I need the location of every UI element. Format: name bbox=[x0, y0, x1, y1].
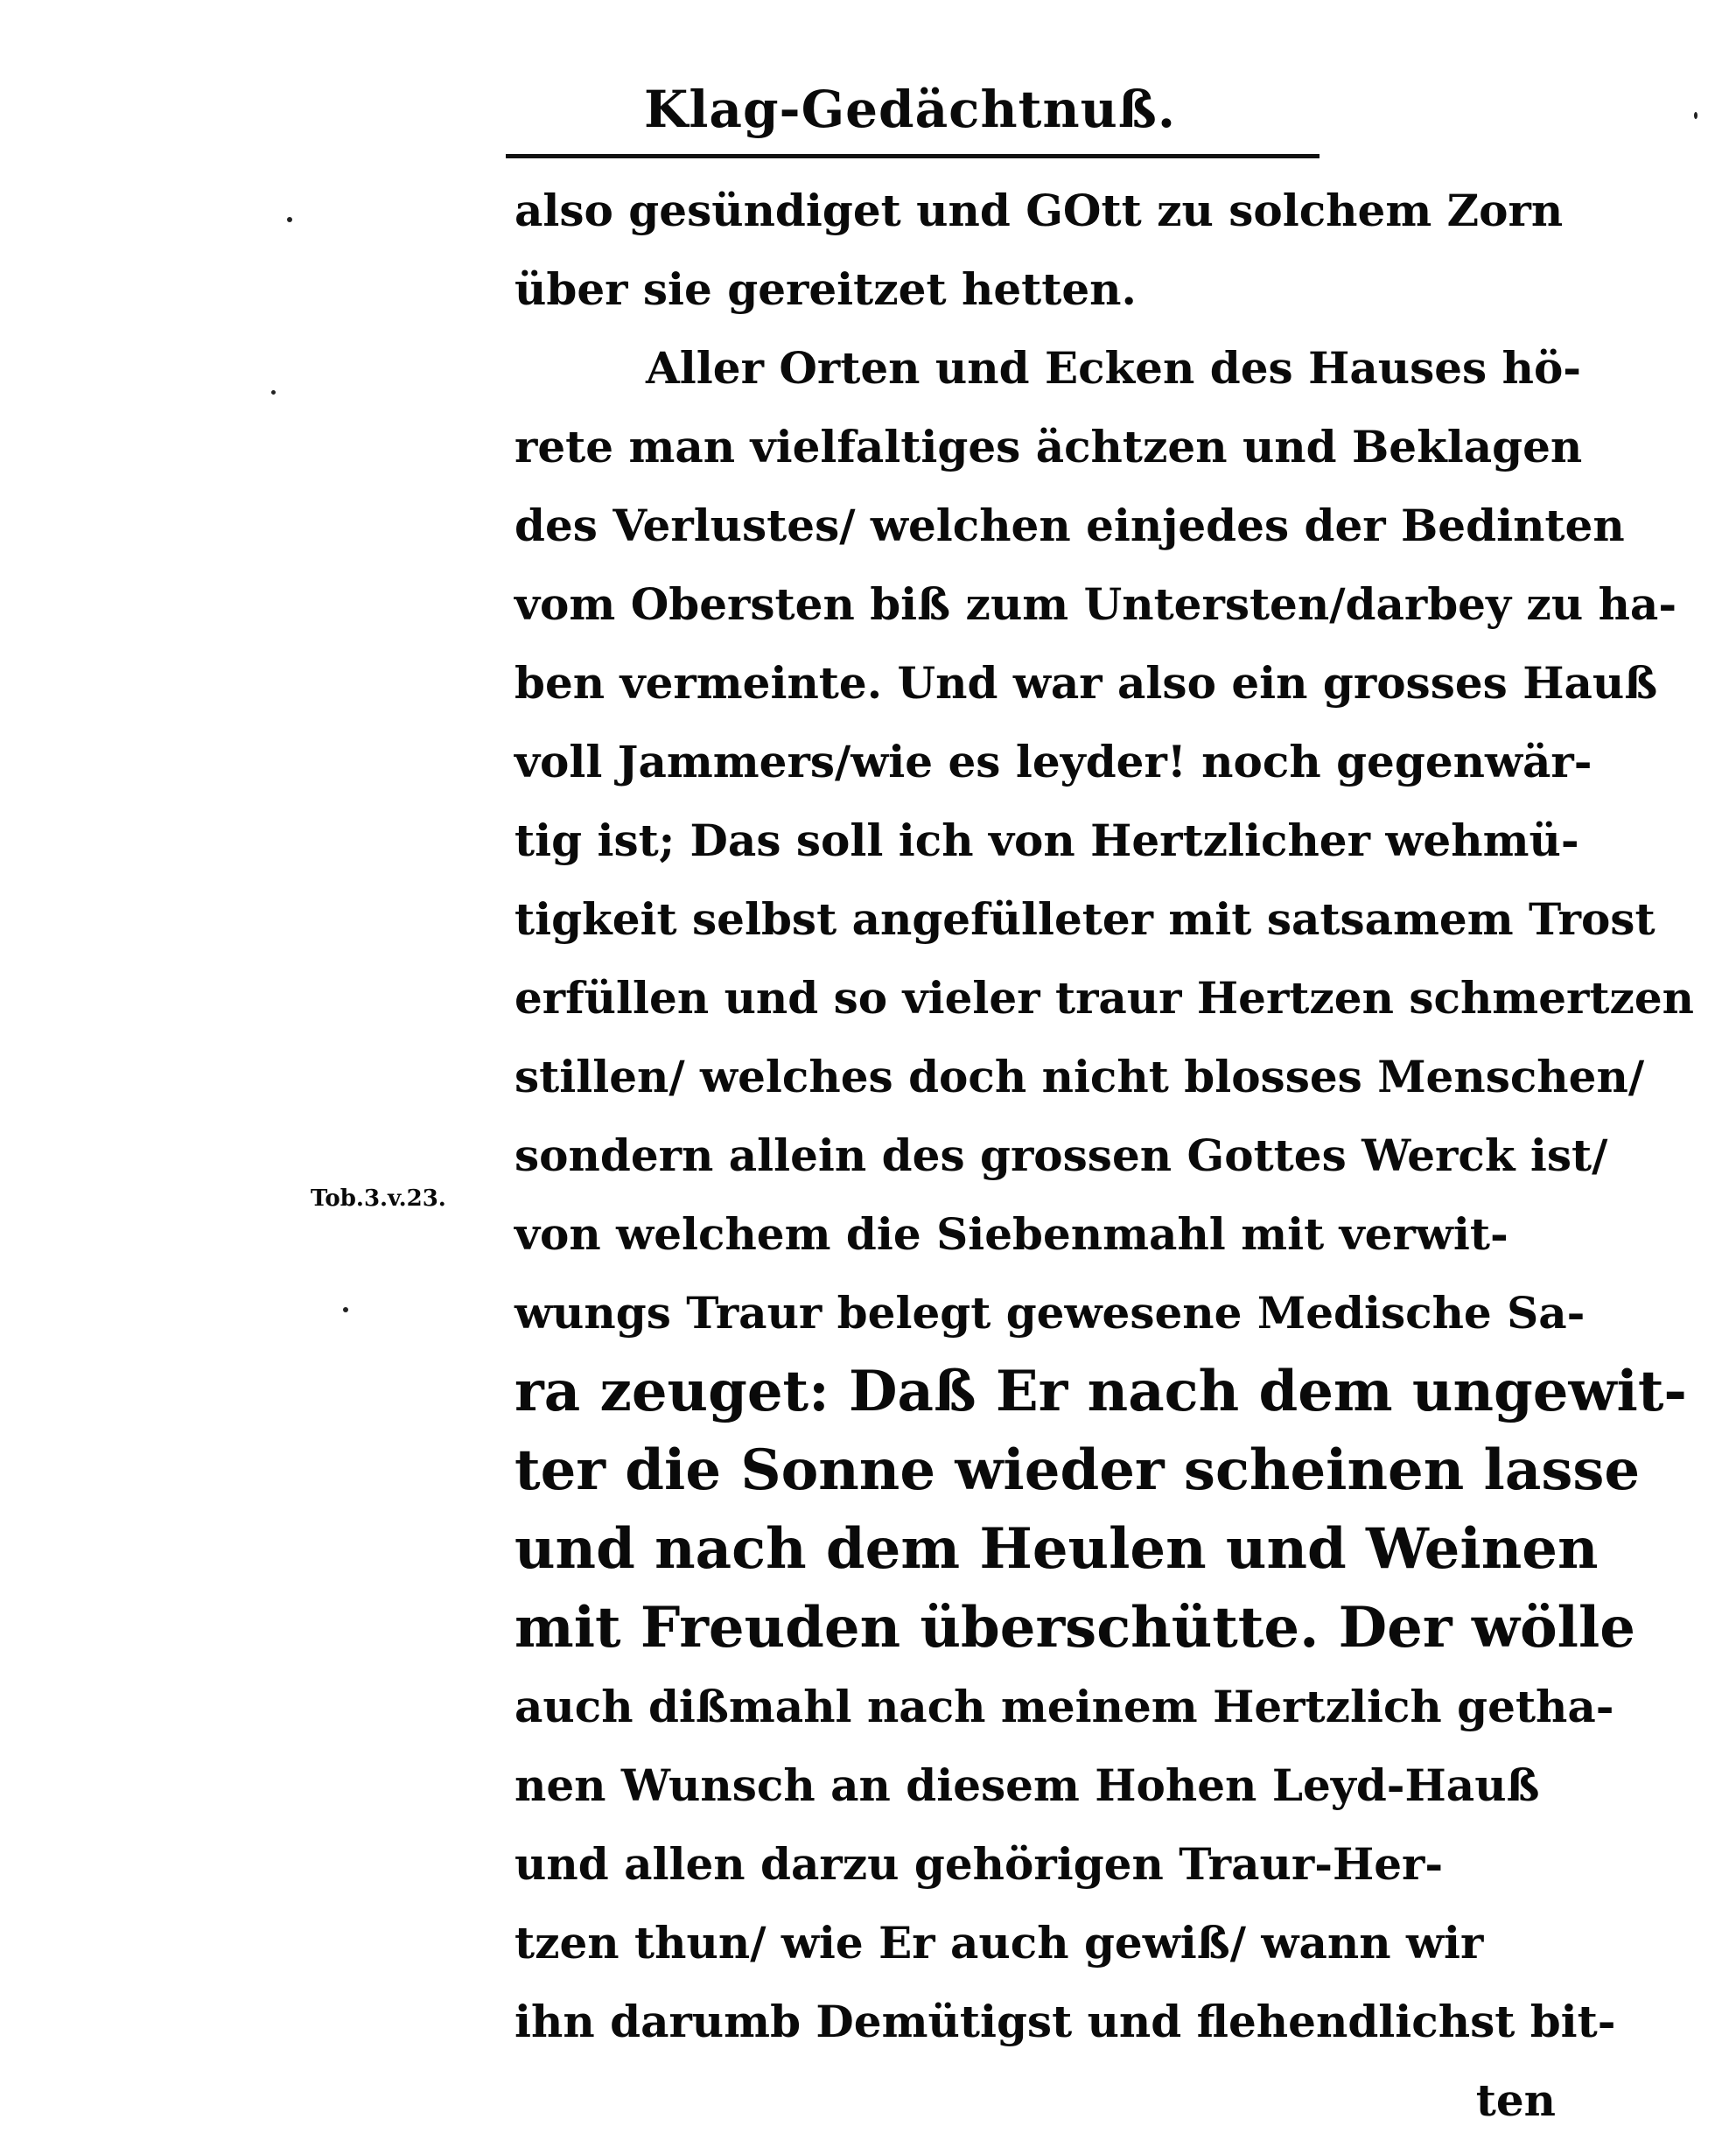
text-line: vom Obersten biß zum Untersten/darbey zu ha- bbox=[514, 578, 1677, 630]
text-line: mit Freuden überschütte. Der wölle bbox=[514, 1595, 1635, 1661]
text-line: ben vermeinte. Und war also ein grosses Hauß bbox=[514, 657, 1658, 709]
text-line: von welchem die Siebenmahl mit verwit- bbox=[514, 1208, 1508, 1260]
text-line: ter die Sonne wieder scheinen lasse bbox=[514, 1437, 1641, 1503]
text-line: wungs Traur belegt gewesene Medische Sa- bbox=[514, 1287, 1586, 1339]
margin-note: Tob.3.v.23. bbox=[311, 1185, 446, 1212]
text-line: sondern allein des grossen Gottes Werck ist/ bbox=[514, 1129, 1608, 1181]
text-line: rete man vielfaltiges ächtzen und Beklagen bbox=[514, 421, 1583, 472]
header-rule bbox=[506, 154, 1320, 158]
text-line: über sie gereitzet hetten. bbox=[514, 263, 1137, 315]
speck bbox=[271, 390, 276, 395]
text-line: tzen thun/ wie Er auch gewiß/ wann wir bbox=[514, 1917, 1484, 1969]
text-line: ihn darumb Demütigst und flehendlichst bit- bbox=[514, 1996, 1616, 2047]
text-line: ra zeuget: Daß Er nach dem ungewit- bbox=[514, 1359, 1687, 1424]
body-text bbox=[514, 171, 1695, 2140]
text-line: tig ist; Das soll ich von Hertzlicher wehmü- bbox=[514, 815, 1579, 866]
speck bbox=[1694, 112, 1698, 119]
text-line: voll Jammers/wie es leyder! noch gegenwär- bbox=[514, 736, 1592, 787]
text-line: auch dißmahl nach meinem Hertzlich getha- bbox=[514, 1681, 1614, 1732]
speck bbox=[287, 217, 292, 222]
text-line: des Verlustes/ welchen einjedes der Bedinten bbox=[514, 500, 1625, 551]
text-line: Aller Orten und Ecken des Hauses hö- bbox=[646, 342, 1582, 394]
text-line: und nach dem Heulen und Weinen bbox=[514, 1516, 1599, 1582]
running-head: Klag-Gedächtnuß. bbox=[643, 80, 1177, 139]
text-line: nen Wunsch an diesem Hohen Leyd-Hauß bbox=[514, 1759, 1540, 1811]
text-line: und allen darzu gehörigen Traur-Her- bbox=[514, 1838, 1444, 1890]
text-line: tigkeit selbst angefülleter mit satsamem Trost bbox=[514, 893, 1656, 945]
text-line: erfüllen und so vieler traur Hertzen schmertzen bbox=[514, 972, 1695, 1024]
speck bbox=[343, 1307, 348, 1312]
text-line: stillen/ welches doch nicht blosses Menschen/ bbox=[514, 1051, 1645, 1102]
text-line: ten bbox=[1475, 2074, 1556, 2126]
text-line: also gesündiget und GOtt zu solchem Zorn bbox=[514, 185, 1564, 236]
